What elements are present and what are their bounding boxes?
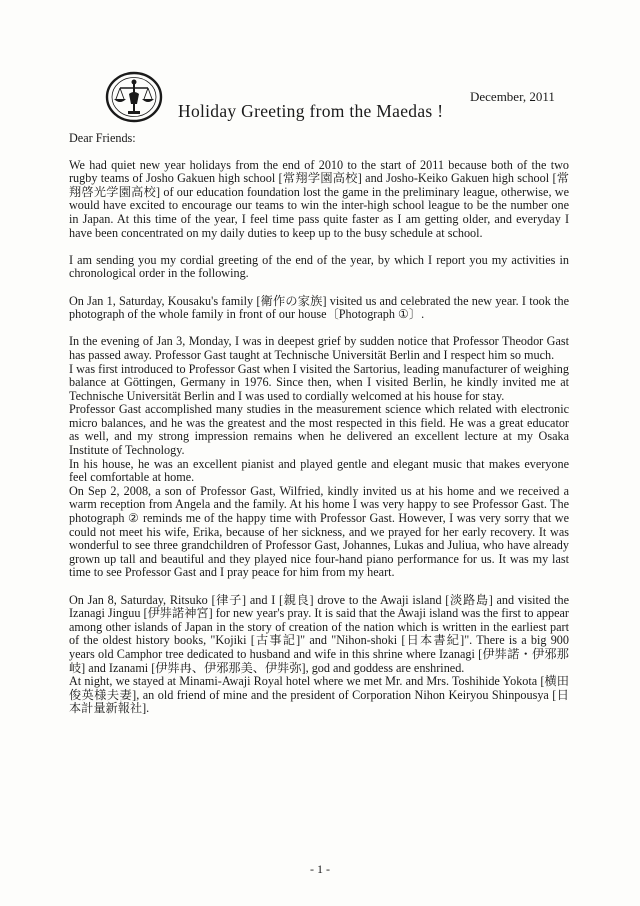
letter-body [69, 132, 569, 716]
letter-date: December, 2011 [470, 89, 555, 104]
paragraph-gast-introduction: I was first introduced to Professor Gast when I visited the Sartorius, leading manufacturer of weighing balance at Göttingen, Germany in 1976. Since then, when I visited Berlin, he kindly invited me at Technische Universität Berlin and I was used to cordially welcomed at his house for stay. [69, 361, 569, 403]
paragraph-jan3-gast-grief: In the evening of Jan 3, Monday, I was in deepest grief by sudden notice that Professor Theodor Gast has passed away. Professor Gast taught at Technische Universität Berlin and I respect him so much. [69, 334, 569, 362]
family-crest-logo [104, 70, 164, 124]
paragraph-royal-hotel: At night, we stayed at Minami-Awaji Royal hotel where we met Mr. and Mrs. Toshihide Yokota [横田俊英様夫妻], an old friend of mine and the president of Corporation Nihon Keiryou Shinpousya [日本計量新報社]. [69, 674, 569, 716]
paragraph-rugby-holidays: We had quiet new year holidays from the end of 2010 to the start of 2011 because both of the two rugby teams of Josho Gakuen high school [常翔学園高校] and Josho-Keiko Gakuen high school [常翔啓光学園高校] of our education foundation lost the game in the preliminary league, otherwise, we would have excited to encourage our teams to win the inter-high school league to be the number one in Japan. At this time of the year, I feel time pass quite faster as I am getting older, and everyday I have been concentrated on my daily duties to keep up to the busy schedule at school. [69, 157, 569, 240]
paragraph-gast-studies: Professor Gast accomplished many studies in the measurement science which related with electronic micro balances, and he was the greatest and the most respected in this field. He was a great educator as well, and my strong impression remains when he delivered an excellent lecture at my Osaka Institute of Technology. [69, 402, 569, 458]
paragraph-jan8-awaji: On Jan 8, Saturday, Ritsuko [律子] and I [親良] drove to the Awaji island [淡路島] and visited the Izanagi Jinguu [伊弉諾神宮] for new year's pray. It is said that the Awaji island was the first to appear among other islands of Japan in the story of creation of the nation which is written in the earliest part of the oldest history books, "Kojiki [古事記]" and "Nihon-shoki [日本書紀]". There is a big 900 years old Camphor tree dedicated to husband and wife in this shrine where Izanagi [伊弉諾・伊邪那岐] and Izanami [伊弉冉、伊邪那美、伊弉弥], god and goddess are enshrined. [69, 592, 569, 675]
paragraph-greeting-intro: I am sending you my cordial greeting of the end of the year, by which I report you my activities in chronological order in the following. [69, 252, 569, 281]
salutation: Dear Friends: [69, 131, 136, 145]
paragraph-jan1-family: On Jan 1, Saturday, Kousaku's family [衛作の家族] visited us and celebrated the new year. I took the photograph of the whole family in front of our house〔Photograph ①〕. [69, 293, 569, 322]
paragraph-gast-pianist: In his house, he was an excellent pianist and played gentle and elegant music that makes everyone feel comfortable at home. [69, 456, 569, 485]
letter-title: Holiday Greeting from the Maedas ! [178, 101, 444, 121]
paragraph-sep2-visit: On Sep 2, 2008, a son of Professor Gast, Wilfried, kindly invited us at his home and we received a warm reception from Angela and the family. At his home I was very happy to see Professor Gast. The photograph ② reminds me of the happy time with Professor Gast. However, I was very sorry that we could not meet his wife, Erika, because of her sickness, and we prayed for her early recovery. It was wonderful to see three grandchildren of Professor Gast, Johannes, Lukas and Juliua, who have already grown up tall and beautiful and they played nice four-hand piano performance for us. It was my last time to see Professor Gast and I pray peace for him from my heart. [69, 483, 569, 580]
page-number: - 1 - [310, 862, 330, 876]
